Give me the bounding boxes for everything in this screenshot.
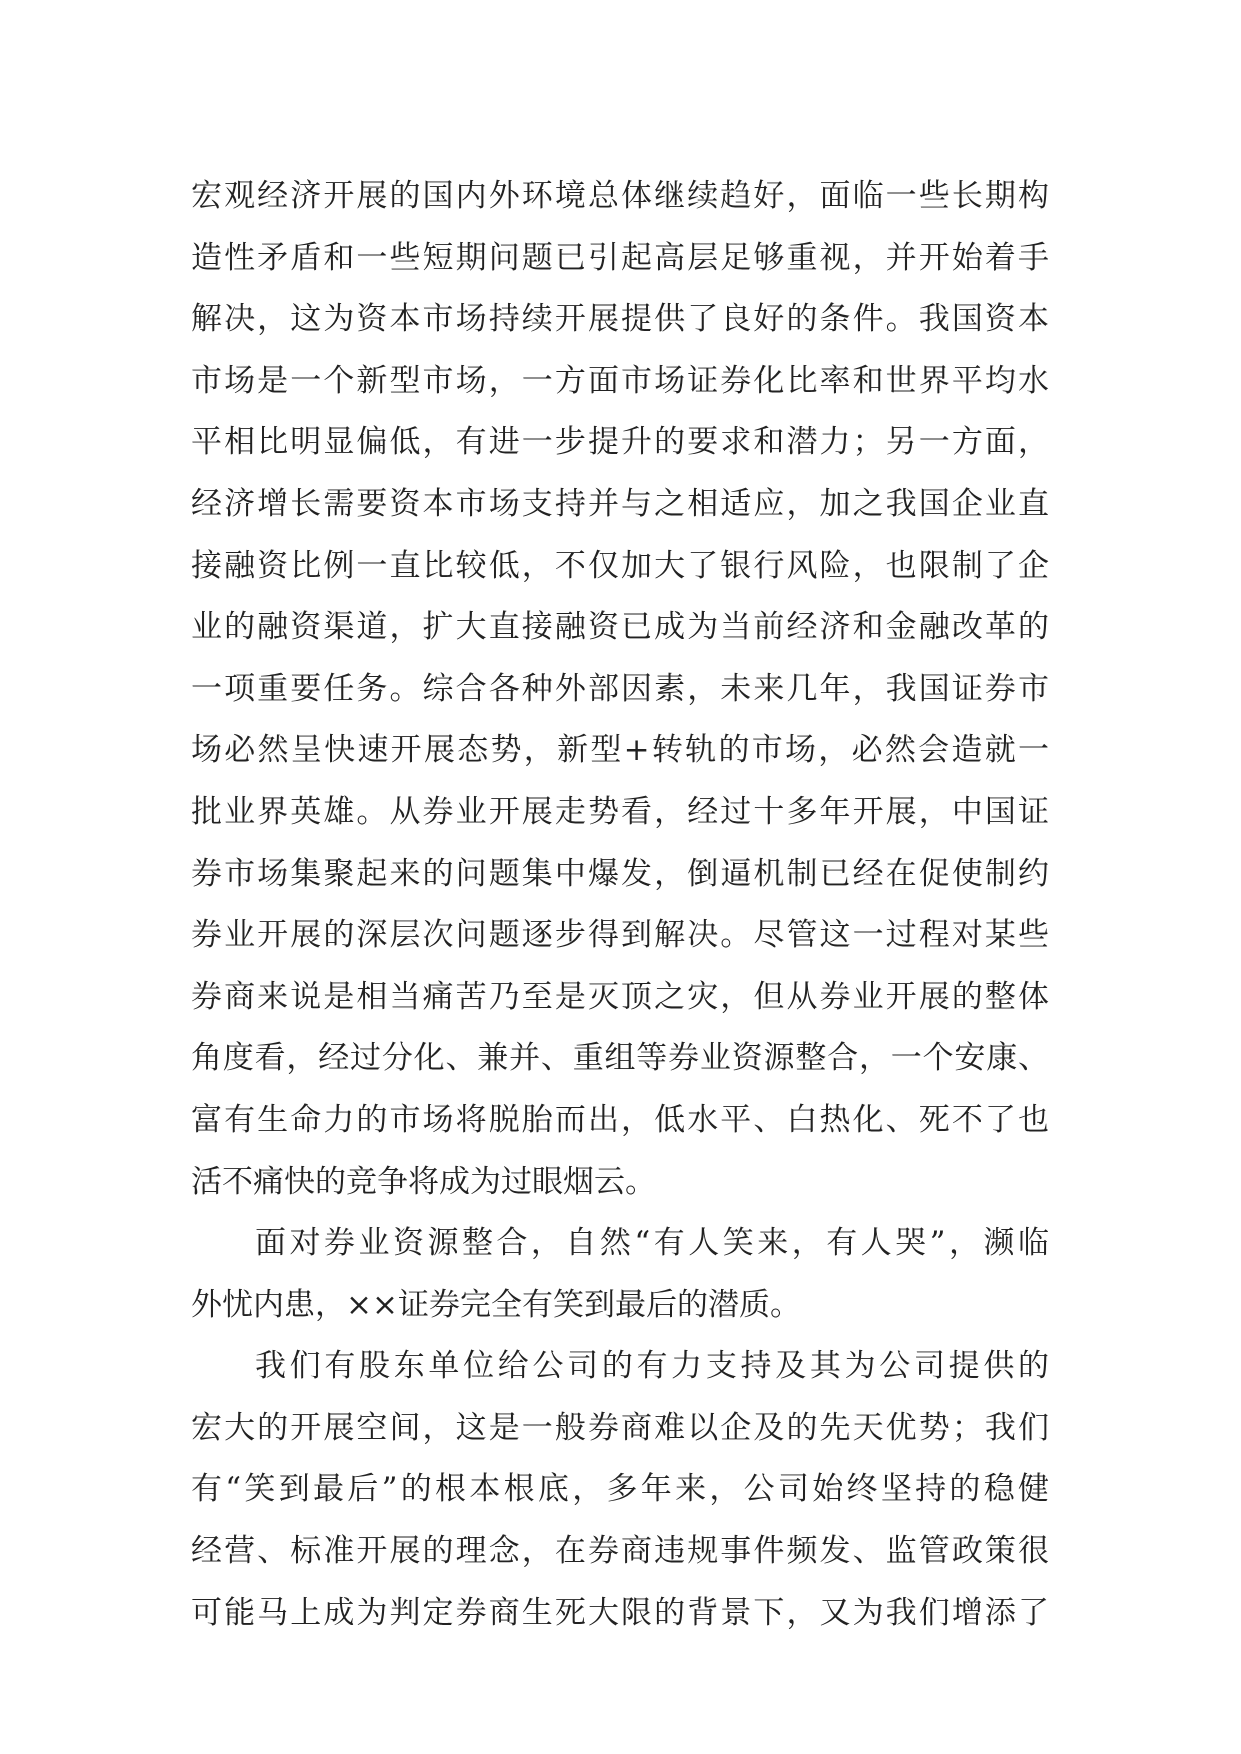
paragraph-3-line-3: 有“笑到最后”的根本根底，多年来，公司始终坚持的稳健 — [191, 1471, 1049, 1508]
paragraph-1-line-8: 业的融资渠道，扩大直接融资已成为当前经济和金融改革的 — [191, 609, 1049, 646]
paragraph-3-line-4: 经营、标准开展的理念，在券商违规事件频发、监管政策很 — [191, 1533, 1049, 1570]
paragraph-1-line-9: 一项重要任务。综合各种外部因素，未来几年，我国证券市 — [191, 670, 1049, 707]
paragraph-3-line-1: 我们有股东单位给公司的有力支持及其为公司提供的 — [255, 1348, 1049, 1385]
paragraph-1-line-5: 平相比明显偏低，有进一步提升的要求和潜力；另一方面， — [191, 424, 1049, 461]
paragraph-1-line-17: 活不痛快的竞争将成为过眼烟云。 — [191, 1163, 656, 1200]
paragraph-1-line-12: 券市场集聚起来的问题集中爆发，倒逼机制已经在促使制约 — [191, 855, 1049, 892]
paragraph-1-line-3: 解决，这为资本市场持续开展提供了良好的条件。我国资本 — [191, 301, 1049, 338]
document-body — [191, 166, 1049, 1644]
paragraph-1-line-11: 批业界英雄。从券业开展走势看，经过十多年开展，中国证 — [191, 793, 1049, 830]
paragraph-1-line-2: 造性矛盾和一些短期问题已引起高层足够重视，并开始着手 — [191, 239, 1049, 276]
paragraph-3-line-5: 可能马上成为判定券商生死大限的背景下，又为我们增添了 — [191, 1594, 1049, 1631]
paragraph-2-line-1: 面对券业资源整合，自然“有人笑来，有人哭”，濒临 — [255, 1225, 1049, 1262]
paragraph-1-line-1: 宏观经济开展的国内外环境总体继续趋好，面临一些长期构 — [191, 178, 1049, 214]
paragraph-1-line-10: 场必然呈快速开展态势，新型+转轨的市场，必然会造就一 — [191, 732, 1049, 769]
paragraph-1-line-4: 市场是一个新型市场，一方面市场证券化比率和世界平均水 — [191, 362, 1049, 399]
paragraph-1-line-15: 角度看，经过分化、兼并、重组等券业资源整合，一个安康、 — [191, 1040, 1049, 1077]
paragraph-1-line-6: 经济增长需要资本市场支持并与之相适应，加之我国企业直 — [191, 485, 1049, 522]
paragraph-1-line-7: 接融资比例一直比较低，不仅加大了银行风险，也限制了企 — [191, 547, 1049, 584]
paragraph-1-line-13: 券业开展的深层次问题逐步得到解决。尽管这一过程对某些 — [191, 917, 1049, 954]
paragraph-1-line-14: 券商来说是相当痛苦乃至是灭顶之灾，但从券业开展的整体 — [191, 978, 1049, 1015]
paragraph-3-line-2: 宏大的开展空间，这是一般券商难以企及的先天优势；我们 — [191, 1409, 1049, 1446]
paragraph-2-line-2: 外忧内患，××证券完全有笑到最后的潜质。 — [191, 1286, 801, 1323]
paragraph-1-line-16: 富有生命力的市场将脱胎而出，低水平、白热化、死不了也 — [191, 1101, 1049, 1138]
